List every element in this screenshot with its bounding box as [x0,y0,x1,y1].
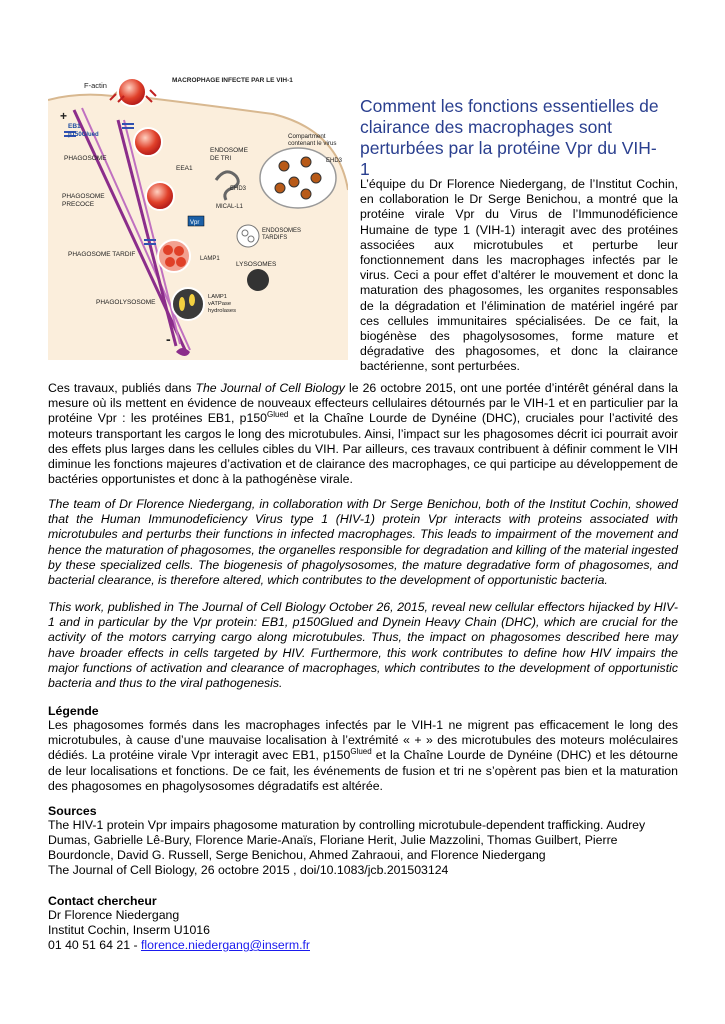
sources-line: The HIV-1 protein Vpr impairs phagosome maturation by controlling microtubule-dependent trafficking. Audrey [48,818,646,832]
label-eea1: EEA1 [176,165,193,172]
label-compartment: Compartment contenant le virus [288,133,337,147]
virus-compartment [260,148,336,208]
intro-paragraph: L’équipe du Dr Florence Niedergang, de l’Institut Cochin, en collaboration le Dr Serge Benichou, a montré que la protéine virale Vpr du Virus de l’Immunodéficience Humaine de type 1 (VIH-1) interagit avec des protéines associées aux microtubules et perturbe leur fonctionnement dans les macrophages infectés par le virus. Ceci a pour effet d’altérer le mouvement et donc la maturation des phagosomes, les organites responsables de la dégradation et l’élimination de matériel ingéré par ces cellules immunitaires spécialisées. De ce fait, la biogénèse des phagolysosomes, forme mature et dégradative des phagosomes, et donc la clairance bactérienne, sont perturbées. [360,177,678,374]
contact-heading: Contact chercheur [48,894,157,908]
label-plus: + [60,109,68,123]
label-minus: - [166,331,171,347]
sources-line: The Journal of Cell Biology, 26 octobre 2015 , doi/10.1083/jcb.201503124 [48,863,449,877]
contact-institute: Institut Cochin, Inserm U1016 [48,923,210,937]
label-lysosomes: LYSOSOMES [236,261,277,268]
label-macrophage: MACROPHAGE INFECTE PAR LE VIH-1 [172,77,293,84]
paragraph-english-2: This work, published in The Journal of Cell Biology October 26, 2015, reveal new cellular effectors hijacked by HIV-1 and in particular by the Vpr protein: EB1, p150Glued and Dynein Heavy Chain (DHC), which are crucial for the activity of the motors carrying cargo along microtubules. Thus, the impact on phagosomes described here may have broader effects in cells targeted by HIV. Furthermore, this work contributes to define how HIV impairs the major functions of activation and clearance of macrophages, which contributes to the development of opportunistic bacteria and thus to the viral pathogenesis. [48,600,678,691]
endosome-tardif [237,225,259,247]
phagosome-tip [118,78,146,106]
label-phagosome-tardif: PHAGOSOME TARDIF [68,251,136,258]
paragraph-french: Ces travaux, publiés dans The Journal of Cell Biology le 26 octobre 2015, ont une portée d’intérêt général dans la mesure où ils mettent en évidence de nouveaux effecteurs cellulaires détournés par le VIH-1 et en particulier par la protéine Vpr : les protéines EB1, $p150^{Glued}$ et la Chaîne Lourde de Dynéine (DHC), cruciales pour l’activité des moteurs transportant les cargos le long des microtubules. Ainsi, l’impact sur les phagosomes décrit ici pourrait avoir des effets plus larges dans les cellules cibles du VIH. Par ailleurs, ces travaux contribuent à définir comment le VIH diminue les fonctions majeures d’activation et de clairance des macrophages, ce qui participe au développement de bactéries opportunistes et donc à la pathogénèse virale. [48,381,678,487]
contact-phone: 01 40 51 64 21 - [48,938,141,952]
label-endosomes-tardifs: ENDOSOMES TARDIFS [262,228,302,241]
label-phagolysosome: PHAGOLYSOSOME [96,299,156,306]
label-mical: MICAL-L1 [216,204,244,210]
sources-line: Bourdoncle, David G. Russell, Serge Benichou, Ahmed Zahraoui, and Florence Niedergang [48,848,546,862]
phagosome-precoce [146,182,174,210]
phagolysosome [172,288,204,320]
macrophage-diagram [48,70,348,360]
label-lamp1-vatpase: LAMP1 vATPase hydrolases [208,294,237,314]
label-lamp1: LAMP1 [200,256,220,262]
sources-heading: Sources [48,804,97,818]
label-phagosome-precoce: PHAGOSOME PRECOCE [62,193,105,208]
label-endosome-tri: ENDOSOME DE TRI [210,147,248,162]
label-ehd3-right: EHD3 [326,158,343,164]
label-vpr: Vpr [190,220,200,226]
label-p150: p150Glued [68,132,99,138]
label-f-actin: F-actin [84,81,107,90]
phagosome-tardif [158,240,190,272]
contact-line [48,938,688,953]
lysosome [247,269,269,291]
sources-line: Dumas, Gabrielle Lê-Bury, Florence Marie-Anaïs, Floriane Herit, Julie Mazzolini, Thomas Guilbert, Pierre [48,833,618,847]
phagosome [134,128,162,156]
label-eb1: EB1 [68,123,81,130]
page-title: Comment les fonctions essentielles de clairance des macrophages sont perturbées par la protéine Vpr du VIH-1 [360,96,659,179]
legende-text: Les phagosomes formés dans les macrophages infectés par le VIH-1 ne migrent pas efficacement le long des microtubules, à cause d’une mauvaise localisation à l’extrémité « + » des microtubules des moteurs moléculaires dédiés. La protéine virale Vpr interagit avec EB1, $p150^{Glued}$ et la Chaîne Lourde de Dynéine (DHC) et les détourne de leur localisations et fonctions. De ce fait, les événements de fusion et tri ne s’opèrent pas bien et la maturation des phagosomes en phagolysosomes dégradatifs est altérée. [48,718,678,793]
label-ehd3: EHD3 [230,186,247,192]
paragraph-english-1: The team of Dr Florence Niedergang, in collaboration with Dr Serge Benichou, both of the Institut Cochin, showed that the Human Immunodeficiency Virus type 1 (HIV-1) protein Vpr interacts with proteins associated with microtubules and perturbs their functions in infected macrophages. This leads to impairment of the movement and hence the maturation of phagosomes, the organelles responsible for degradation and killing of the material ingested by these specialized cells. The biogenesis of phagolysosomes, the mature degradative form of phagosomes, and bacterial clearance, is therefore altered, which contributes to the development of opportunistic bacteria. [48,497,678,588]
legende-heading: Légende [48,704,99,718]
email-link[interactable]: florence.niedergang@inserm.fr [140,938,310,952]
label-phagosome: PHAGOSOME [64,155,107,162]
contact-name: Dr Florence Niedergang [48,908,180,922]
